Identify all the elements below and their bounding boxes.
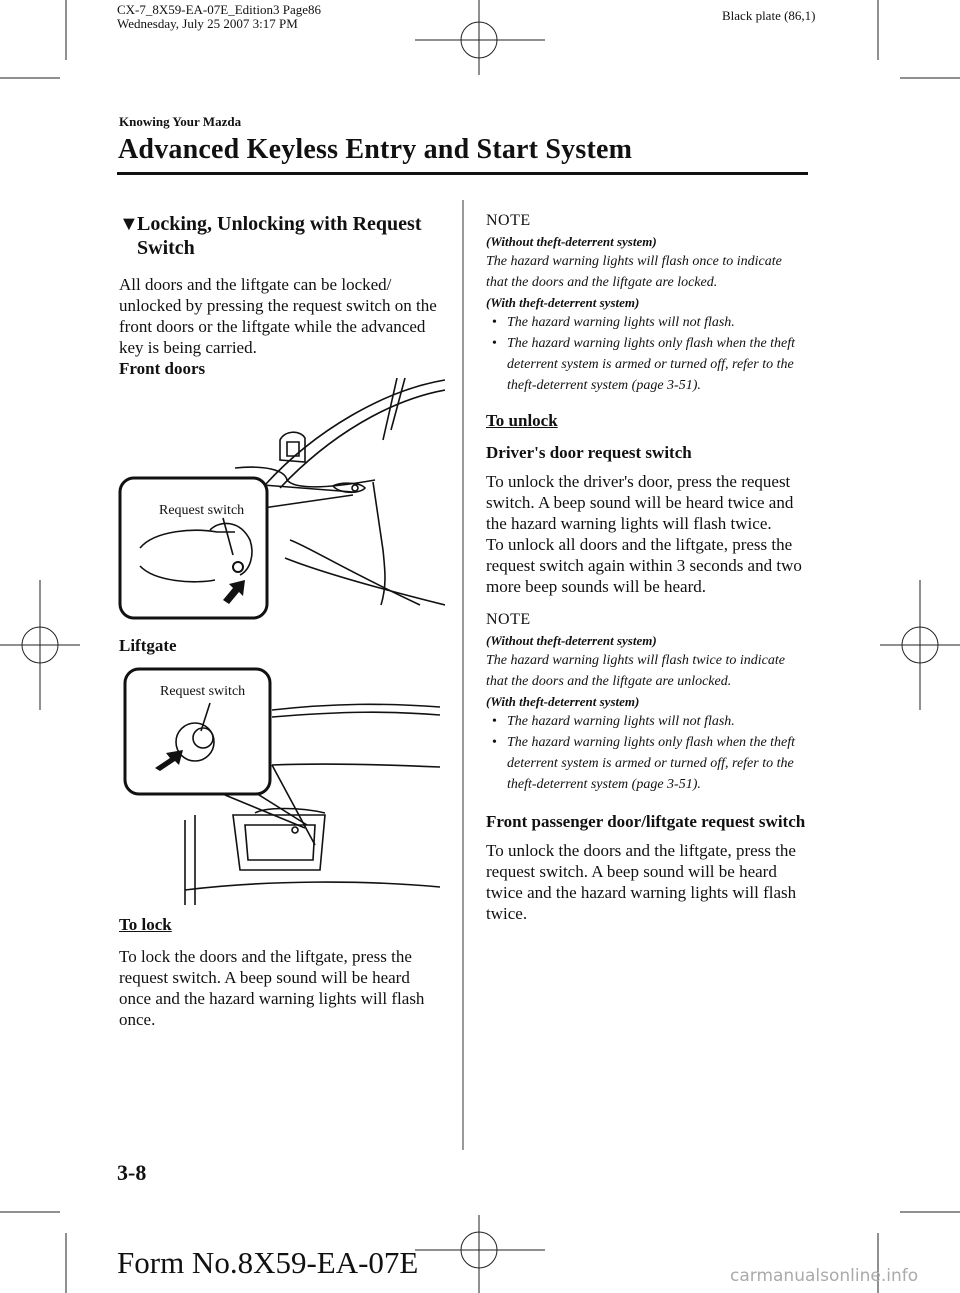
liftgate-label: Liftgate bbox=[119, 636, 177, 655]
note1-cond1: (Without theft-deterrent system) bbox=[486, 234, 657, 249]
note2-text1: The hazard warning lights will flash twice to indicate that the doors and the liftgate are unlocked. bbox=[486, 653, 785, 689]
note2-cond2: (With theft-deterrent system) bbox=[486, 694, 640, 709]
note1-bullet1: • The hazard warning lights will not flash. bbox=[486, 312, 806, 333]
driver-text1: To unlock the driver's door, press the request switch. A beep sound will be heard twice and the hazard warning lights will flash twice. bbox=[486, 472, 794, 533]
to-unlock-heading: To unlock bbox=[486, 411, 558, 430]
file-info: CX-7_8X59-EA-07E_Edition3 Page86 bbox=[117, 2, 322, 17]
watermark: carmanualsonline.info bbox=[730, 1266, 919, 1286]
page-title: Advanced Keyless Entry and Start System bbox=[118, 134, 633, 165]
plate-info: Black plate (86,1) bbox=[722, 8, 816, 23]
note2-bullet2: • The hazard warning lights only flash when the theft deterrent system is armed or turned off, refer to the theft-deterrent system (page 3-51). bbox=[486, 732, 806, 795]
note1-bullet2: • The hazard warning lights only flash when the theft deterrent system is armed or turned off, refer to the theft-deterrent system (page 3-51). bbox=[486, 333, 806, 396]
passenger-text: To unlock the doors and the liftgate, press the request switch. A beep sound will be heard twice and the hazard warning lights will flash twice. bbox=[486, 841, 797, 923]
section-heading bbox=[119, 212, 439, 260]
to-lock-heading: To lock bbox=[119, 915, 172, 934]
right-column bbox=[486, 212, 806, 924]
note1-text1: The hazard warning lights will flash once to indicate that the doors and the liftgate are locked. bbox=[486, 254, 782, 290]
triangle-icon: ▼ bbox=[119, 213, 139, 235]
note1-title: NOTE bbox=[486, 212, 531, 229]
note2-cond1: (Without theft-deterrent system) bbox=[486, 633, 657, 648]
date-info: Wednesday, July 25 2007 3:17 PM bbox=[117, 16, 298, 31]
title-rule bbox=[117, 172, 808, 175]
liftgate-illustration bbox=[115, 665, 445, 910]
intro-text: All doors and the liftgate can be locked/ unlocked by pressing the request switch on the front doors or the liftgate while the advanced key is being carried. bbox=[119, 275, 437, 357]
driver-heading: Driver's door request switch bbox=[486, 443, 692, 462]
note2-title: NOTE bbox=[486, 611, 531, 628]
note1-cond2: (With theft-deterrent system) bbox=[486, 295, 640, 310]
note2-bullet1: • The hazard warning lights will not flash. bbox=[486, 711, 806, 732]
page-number: 3-8 bbox=[117, 1160, 147, 1185]
left-column bbox=[119, 212, 439, 379]
passenger-heading: Front passenger door/liftgate request switch bbox=[486, 812, 806, 831]
heading-line1: Locking, Unlocking with Request bbox=[137, 213, 422, 235]
form-number: Form No.8X59-EA-07E bbox=[117, 1245, 419, 1280]
driver-text2: To unlock all doors and the liftgate, press the request switch again within 3 seconds and two more beep sounds will be heard. bbox=[486, 535, 802, 596]
fig2-callout: Request switch bbox=[160, 684, 246, 699]
front-door-illustration bbox=[115, 370, 445, 630]
heading-line2: Switch bbox=[137, 237, 195, 259]
section-label: Knowing Your Mazda bbox=[119, 114, 242, 129]
front-doors-label: Front doors bbox=[119, 359, 206, 378]
lock-text: To lock the doors and the liftgate, press the request switch. A beep sound will be heard once and the hazard warning lights will flash once. bbox=[119, 947, 425, 1029]
to-lock-block bbox=[119, 914, 439, 1030]
fig1-callout: Request switch bbox=[159, 503, 245, 518]
